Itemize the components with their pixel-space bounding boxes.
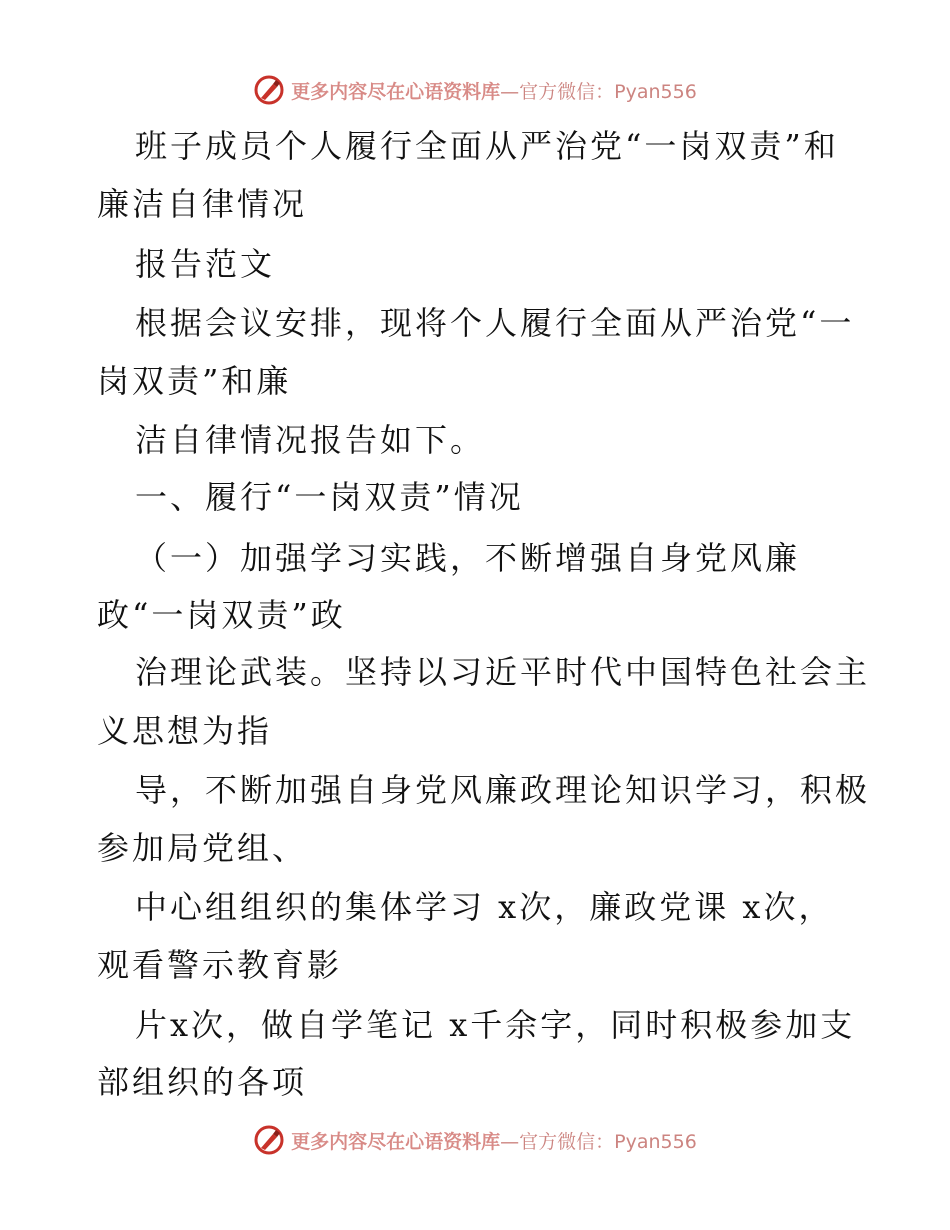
pen-logo-icon (253, 74, 285, 106)
watermark-contact: —官方微信：Pyan556 (500, 1130, 697, 1153)
footer-watermark (0, 1120, 950, 1160)
watermark-text (291, 77, 697, 104)
pen-logo-icon (253, 1124, 285, 1156)
paragraph-line: 根据会议安排，现将个人履行全面从严治党“一 (135, 304, 855, 342)
title-line-2: 廉洁自律情况 (97, 185, 308, 223)
title-line-1: 班子成员个人履行全面从严治党“一岗双责”和 (135, 127, 839, 165)
watermark-text (291, 1127, 697, 1154)
section-heading: 一、履行“一岗双责”情况 (135, 478, 524, 516)
paragraph-line: 中心组组织的集体学习 x次，廉政党课 x次， (135, 888, 834, 926)
watermark-brand: 更多内容尽在心语资料库 (291, 1130, 501, 1153)
paragraph-line: 政“一岗双责”政 (97, 596, 346, 634)
header-watermark (0, 70, 950, 110)
subsection-heading: （一）加强学习实践，不断增强自身党风廉 (135, 539, 801, 577)
paragraph-line: 义思想为指 (97, 712, 273, 750)
paragraph-line: 治理论武装。坚持以习近平时代中国特色社会主 (135, 653, 871, 691)
paragraph-line: 片x次，做自学笔记 x千余字，同时积极参加支 (135, 1006, 856, 1044)
title-line-3: 报告范文 (135, 245, 276, 283)
paragraph-line: 洁自律情况报告如下。 (135, 421, 486, 459)
watermark-brand: 更多内容尽在心语资料库 (291, 80, 501, 103)
paragraph-line: 部组织的各项 (97, 1063, 308, 1101)
paragraph-line: 参加局党组、 (97, 829, 308, 867)
paragraph-line: 岗双责”和廉 (97, 362, 292, 400)
watermark-contact: —官方微信：Pyan556 (500, 80, 697, 103)
paragraph-line: 观看警示教育影 (97, 946, 343, 984)
paragraph-line: 导，不断加强自身党风廉政理论知识学习，积极 (135, 771, 871, 809)
